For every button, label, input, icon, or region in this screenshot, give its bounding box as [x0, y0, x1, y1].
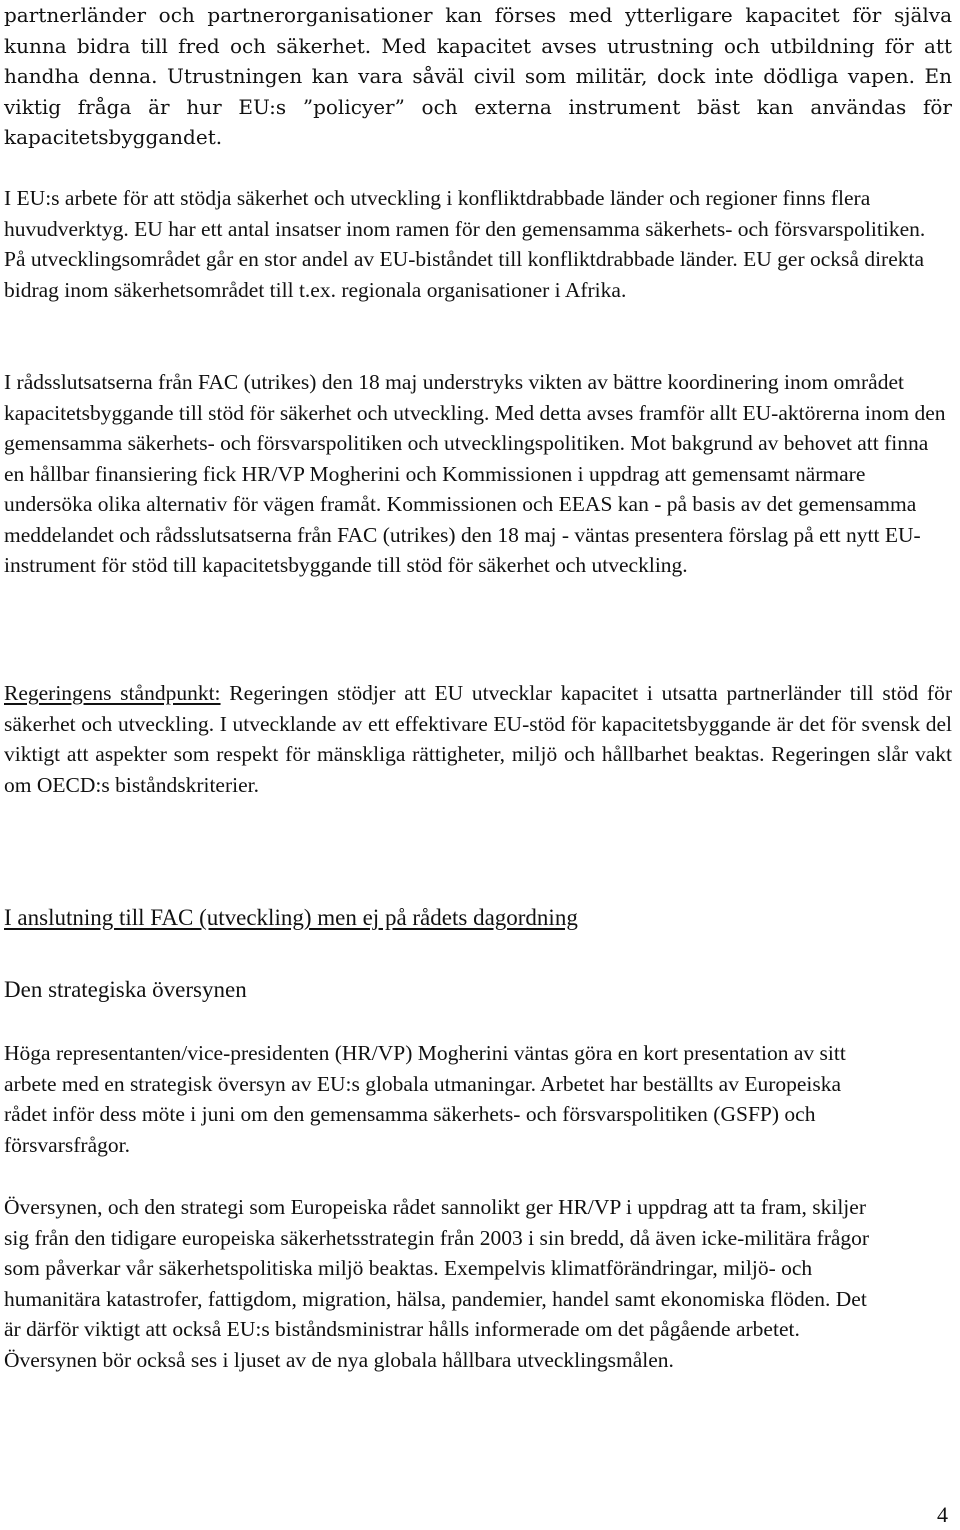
paragraph-government-position — [4, 678, 952, 800]
paragraph-strategic-review-scope: Översynen, och den strategi som Europeiska rådet sannolikt ger HR/VP i uppdrag att ta fram, skiljer sig från den tidigare europeiska säkerhetsstrategin från 2003 i sin bredd, då även icke-militära frågor som påverkar vår säkerhetspolitiska miljö beaktas. Exempelvis klimatförändringar, miljö- och humanitära katastrofer, fattigdom, migration, hälsa, pandemier, handel samt ekonomiska flöden. Det är därför viktigt att också EU:s biståndsministrar hålls informerade om det pågående arbetet. Översynen bör också ses i ljuset av de nya globala hållbara utvecklingsmålen. — [4, 1195, 870, 1372]
paragraph-capacity-intro: partnerländer och partnerorganisationer kan förses med ytterligare kapacitet för själva kunna bidra till fred och säkerhet. Med kapacitet avses utrustning och utbildning för att handha denna. Utrustningen kan vara såväl civil som militär, dock inte dödliga vapen. En viktig fråga är hur EU:s ”policyer” och externa instrument bäst kan användas för kapacitetsbyggandet. — [4, 3, 952, 149]
paragraph-eu-tools: I EU:s arbete för att stödja säkerhet och utveckling i konfliktdrabbade länder och regioner finns flera huvudverktyg. EU har ett antal insatser inom ramen för den gemensamma säkerhets- och försvarspolitiken. På utvecklingsområdet går en stor andel av EU-biståndet till konfliktdrabbade länder. EU ger också direkta bidrag inom säkerhetsområdet till t.ex. regionala organisationer i Afrika. — [4, 186, 926, 302]
subsection-heading: Den strategiska översynen — [4, 977, 247, 1002]
section-heading: I anslutning till FAC (utveckling) men ej på rådets dagordning — [4, 905, 578, 930]
page-number: 4 — [937, 1502, 948, 1527]
government-position-text: Regeringen stödjer att EU utvecklar kapacitet i utsatta partnerländer till stöd för säkerhet och utveckling. I utvecklande av ett effektivare EU-stöd för kapacitetsbyggande är det för svensk del viktigt att aspekter som respekt för mänskliga rättigheter, miljö och hållbarhet beaktas. Regeringen slår vakt om OECD:s biståndskriterier. — [4, 681, 952, 797]
government-position-label: Regeringens ståndpunkt: — [4, 681, 221, 705]
paragraph-council-conclusions: I rådsslutsatserna från FAC (utrikes) den 18 maj understryks vikten av bättre koordinering inom området kapacitetsbyggande till stöd för säkerhet och utveckling. Med detta avses framför allt EU-aktörerna inom den gemensamma säkerhets- och försvarspolitiken och utvecklingspolitiken. Mot bakgrund av behovet att finna en hållbar finansiering fick HR/VP Mogherini och Kommissionen i uppdrag att gemensamt närmare undersöka olika alternativ för vägen framåt. Kommissionen och EEAS kan - på basis av det gemensamma meddelandet och rådsslutsatserna från FAC (utrikes) den 18 maj - väntas presentera förslag på ett nytt EU-instrument för stöd till kapacitetsbyggande till stöd för säkerhet och utveckling. — [4, 370, 946, 577]
paragraph-strategic-review-intro: Höga representanten/vice-presidenten (HR/VP) Mogherini väntas göra en kort presentation av sitt arbete med en strategisk översyn av EU:s globala utmaningar. Arbetet har beställts av Europeiska rådet inför dess möte i juni om den gemensamma säkerhets- och försvarspolitiken (GSFP) och försvarsfrågor. — [4, 1041, 846, 1157]
